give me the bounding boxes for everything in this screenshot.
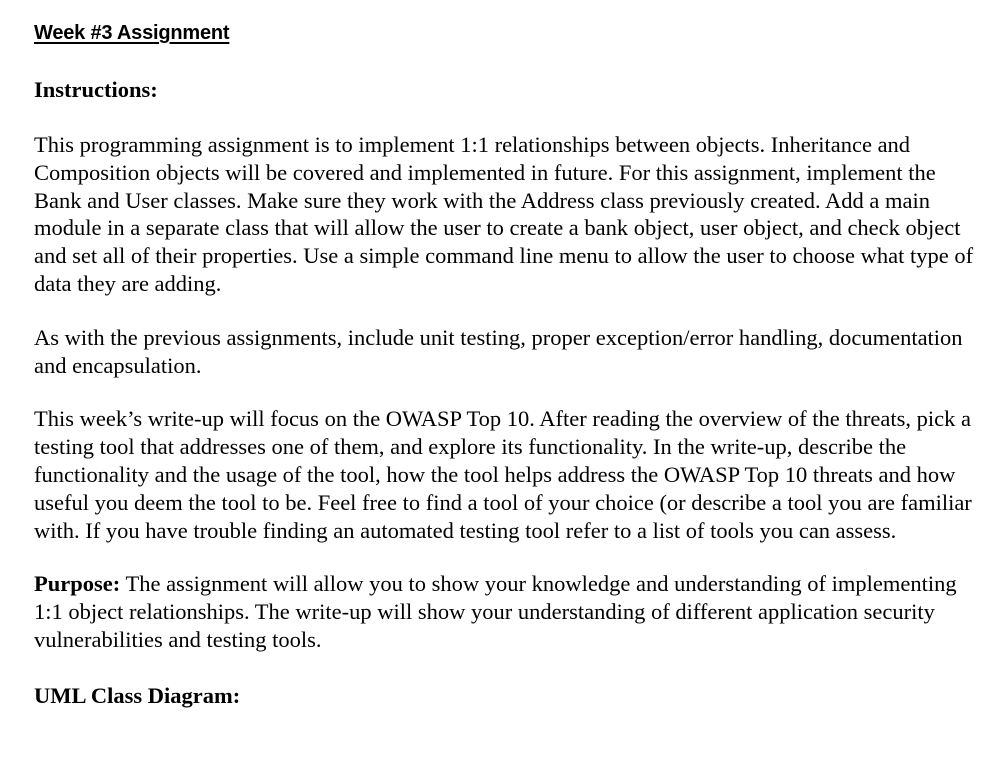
requirements-paragraph: As with the previous assignments, include unit testing, proper exception/error handling, documentation and encapsulation. <box>34 324 963 378</box>
document-title: Week #3 Assignment <box>34 22 230 44</box>
instructions-heading: Instructions: <box>34 77 158 102</box>
purpose-label: Purpose: <box>34 571 121 597</box>
document-page <box>34 18 984 710</box>
purpose-text: The assignment will allow you to show your knowledge and understanding of implementing 1:1 object relationships. The write-up will show your understanding of different application security vulnerabilities and testing tools. <box>34 571 957 652</box>
uml-heading: UML Class Diagram: <box>34 682 241 708</box>
purpose-paragraph <box>34 570 984 653</box>
writeup-paragraph: This week’s write-up will focus on the OWASP Top 10. After reading the overview of the threats, pick a testing tool that addresses one of them, and explore its functionality. In the write-up, describe the functionality and the usage of the tool, how the tool helps address the OWASP Top 10 threats and how useful you deem the tool to be. Feel free to find a tool of your choice (or describe a tool you are familiar with. If you have trouble finding an automated testing tool refer to a list of tools you can assess. <box>34 406 972 543</box>
assignment-description-paragraph: This programming assignment is to implement 1:1 relationships between objects. Inheritance and Composition objects will be covered and implemented in future. For this assignment, implement the Bank and User classes. Make sure they work with the Address class previously created. Add a main module in a separate class that will allow the user to create a bank object, user object, and check object and set all of their properties. Use a simple command line menu to allow the user to choose what type of data they are adding. <box>34 132 974 296</box>
